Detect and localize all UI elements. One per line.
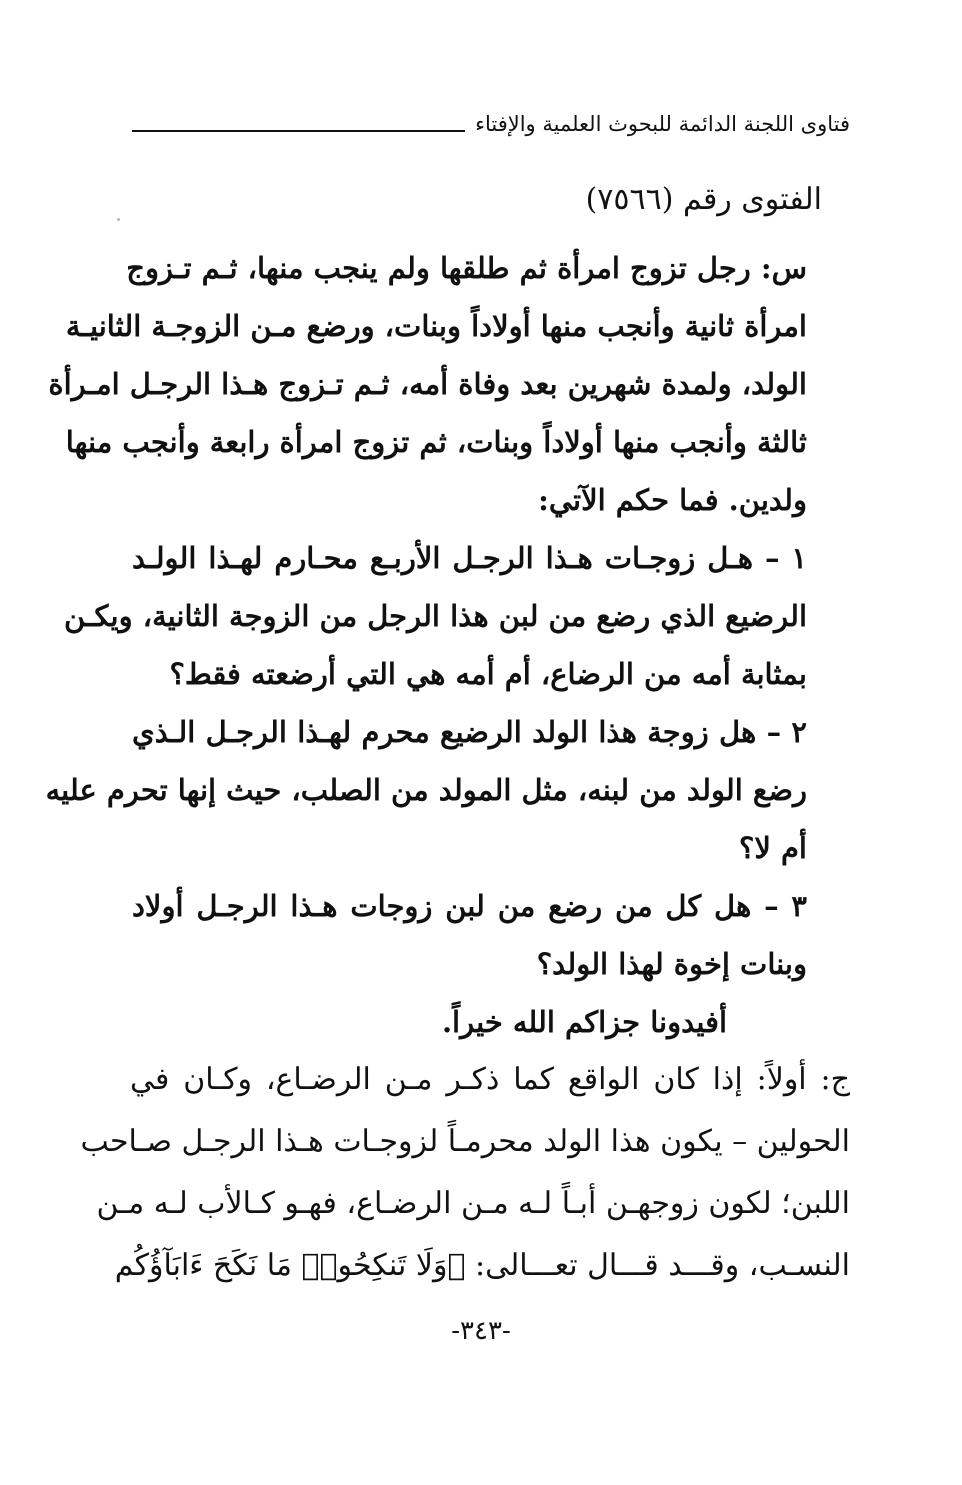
answer-line: اللبن؛ لكون زوجهـن أبـاً لـه مـن الرضـاع، فهـو كـالأب لـه مـن [96,1186,850,1221]
fatwa-number: الفتوى رقم (٧٥٦٦) [585,182,822,217]
question-line: امرأة ثانية وأنجب منها أولاداً وبنات، ورضع مـن الزوجـة الثانيـة [65,309,807,343]
question-line: الرضيع الذي رضع من لبن هذا الرجل من الزوجة الثانية، ويكـن [63,599,807,633]
scan-speck [117,218,120,221]
question-line: س: رجل تزوج امرأة ثم طلقها ولم ينجب منها، ثـم تـزوج [126,251,807,285]
question-line: بمثابة أمه من الرضاع، أم أمه هي التي أرضعته فقط؟ [169,657,807,691]
question-closing: أفيدونا جزاكم الله خيراً. [441,1005,727,1039]
question-line: وبنات إخوة لهذا الولد؟ [536,947,807,981]
question-line: الولد، ولمدة شهرين بعد وفاة أمه، ثـم تـزوج هـذا الرجـل امـرأة [48,367,807,401]
question-line: رضع الولد من لبنه، مثل المولد من الصلب، حيث إنها تحرم عليه [45,773,807,807]
answer-line: النسـب، وقـــد قـــال تعـــالى: ﴿وَلَا تَنكِحُوا۟ مَا نَكَحَ ءَابَآؤُكُم [114,1248,850,1283]
question-line: أم لا؟ [738,831,807,865]
running-header [132,112,850,152]
page-number: -٣٤٣- [451,1316,511,1346]
question-line: ٢ – هل زوجة هذا الولد الرضيع محرم لهـذا الرجـل الـذي [132,715,807,749]
header-title: فتاوى اللجنة الدائمة للبحوث العلمية والإفتاء [465,112,850,136]
answer-line: الحولين – يكون هذا الولد محرمـاً لزوجـات هـذا الرجـل صـاحب [80,1124,850,1159]
question-line: ١ – هـل زوجـات هـذا الرجـل الأربـع محـارم لهـذا الولـد [132,541,807,575]
question-line: ثالثة وأنجب منها أولاداً وبنات، ثم تزوج امرأة رابعة وأنجب منها [65,425,807,459]
header-rule [132,130,500,132]
answer-line: ج: أولاً: إذا كان الواقع كما ذكـر مـن الرضـاع، وكـان في [130,1062,850,1097]
question-line: ٣ – هل كل من رضع من لبن زوجات هـذا الرجـل أولاد [132,889,807,923]
question-line: ولدين. فما حكم الآتي: [538,483,807,517]
